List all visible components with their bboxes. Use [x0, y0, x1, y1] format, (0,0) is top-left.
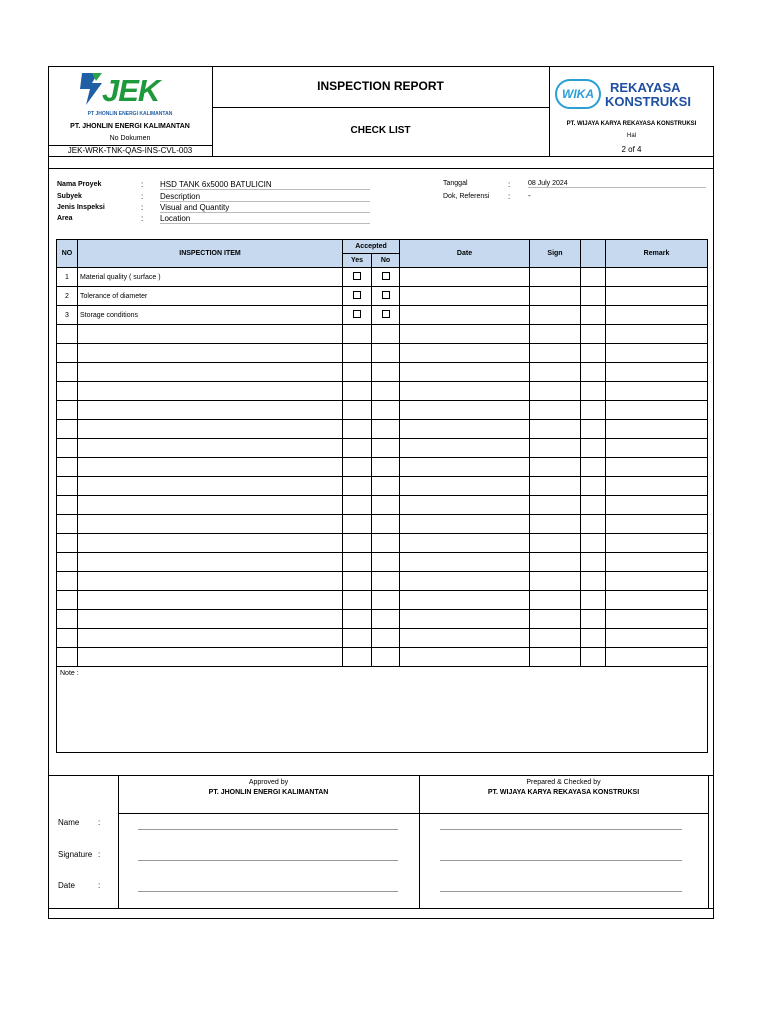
- title-divider: [212, 107, 549, 108]
- date-cell[interactable]: [400, 344, 530, 363]
- header-spacer-line: [48, 168, 714, 169]
- date-cell[interactable]: [400, 420, 530, 439]
- right-company-name: PT. WIJAYA KARYA REKAYASA KONSTRUKSI: [566, 121, 697, 127]
- blank-cell: [581, 458, 606, 477]
- yes-cell: [343, 268, 372, 287]
- table-row: [57, 382, 708, 401]
- date-label: Tanggal: [443, 180, 468, 187]
- row-item[interactable]: [78, 344, 343, 363]
- area-colon: :: [141, 214, 144, 223]
- no-checkbox[interactable]: [382, 291, 390, 299]
- blank-cell: [581, 610, 606, 629]
- date-cell[interactable]: [400, 439, 530, 458]
- blank-cell: [581, 534, 606, 553]
- col-header-no: NO: [57, 240, 78, 268]
- blank-cell: [581, 572, 606, 591]
- header-divider-right: [549, 66, 550, 156]
- sign-cell[interactable]: [530, 648, 581, 667]
- row-item: Material quality ( surface ): [78, 268, 343, 287]
- row-number: [57, 344, 78, 363]
- blank-cell: [581, 515, 606, 534]
- table-row: [57, 306, 708, 325]
- no-cell: [372, 477, 400, 496]
- yes-cell: [343, 591, 372, 610]
- subject-colon: :: [141, 192, 144, 201]
- yes-cell: [343, 629, 372, 648]
- date-cell[interactable]: [400, 591, 530, 610]
- yes-cell: [343, 382, 372, 401]
- jek-logo-subtitle: PT JHONLIN ENERGI KALIMANTAN: [87, 111, 173, 117]
- project-colon: :: [141, 180, 144, 189]
- sign-cell[interactable]: [530, 325, 581, 344]
- row-item[interactable]: [78, 534, 343, 553]
- table-row: [57, 572, 708, 591]
- no-cell: [372, 534, 400, 553]
- footer-top-line: [48, 775, 714, 776]
- sign-cell[interactable]: [530, 420, 581, 439]
- sign-cell[interactable]: [530, 268, 581, 287]
- row-number: [57, 572, 78, 591]
- col-header-accepted: Accepted: [343, 240, 400, 254]
- remark-cell[interactable]: [606, 382, 708, 401]
- table-row: [57, 325, 708, 344]
- no-cell: [372, 496, 400, 515]
- wika-logo-line1: REKAYASA: [610, 80, 681, 95]
- row-number: [57, 363, 78, 382]
- approver-date-line[interactable]: [138, 891, 398, 892]
- yes-cell: [343, 401, 372, 420]
- table-row: [57, 401, 708, 420]
- table-row: [57, 610, 708, 629]
- report-subtitle: CHECK LIST: [350, 125, 411, 136]
- col-header-item: INSPECTION ITEM: [78, 240, 343, 268]
- col-header-blank: [581, 240, 606, 268]
- date-colon: :: [508, 180, 511, 189]
- row-item[interactable]: [78, 458, 343, 477]
- left-company-name: PT. JHONLIN ENERGI KALIMANTAN: [70, 123, 190, 130]
- remark-cell[interactable]: [606, 610, 708, 629]
- date-cell[interactable]: [400, 477, 530, 496]
- row-number: [57, 610, 78, 629]
- date-footer-label: Date: [58, 881, 75, 890]
- row-item[interactable]: [78, 591, 343, 610]
- table-row: [57, 515, 708, 534]
- row-number: 3: [57, 306, 78, 325]
- table-row: [57, 268, 708, 287]
- date-cell[interactable]: [400, 268, 530, 287]
- yes-cell: [343, 325, 372, 344]
- no-checkbox[interactable]: [382, 272, 390, 280]
- date-footer-colon: :: [98, 881, 101, 890]
- no-cell: [372, 401, 400, 420]
- no-cell: [372, 572, 400, 591]
- sign-cell[interactable]: [530, 553, 581, 572]
- yes-cell: [343, 496, 372, 515]
- name-label: Name: [58, 818, 80, 827]
- yes-cell: [343, 420, 372, 439]
- row-item[interactable]: [78, 477, 343, 496]
- sign-cell[interactable]: [530, 629, 581, 648]
- remark-cell[interactable]: [606, 534, 708, 553]
- no-cell: [372, 515, 400, 534]
- yes-checkbox[interactable]: [353, 272, 361, 280]
- inspection-type-colon: :: [141, 203, 144, 212]
- row-item[interactable]: [78, 572, 343, 591]
- yes-cell: [343, 344, 372, 363]
- sign-cell[interactable]: [530, 439, 581, 458]
- blank-cell: [581, 629, 606, 648]
- row-number: [57, 553, 78, 572]
- table-row: [57, 648, 708, 667]
- row-number: 2: [57, 287, 78, 306]
- remark-cell[interactable]: [606, 553, 708, 572]
- remark-cell[interactable]: [606, 420, 708, 439]
- sign-cell[interactable]: [530, 363, 581, 382]
- footer-header-line: [118, 813, 708, 814]
- remark-cell[interactable]: [606, 458, 708, 477]
- col-header-remark: Remark: [606, 240, 708, 268]
- no-cell: [372, 458, 400, 477]
- row-number: [57, 458, 78, 477]
- date-cell[interactable]: [400, 401, 530, 420]
- date-cell[interactable]: [400, 363, 530, 382]
- blank-cell: [581, 287, 606, 306]
- date-cell[interactable]: [400, 458, 530, 477]
- table-row: [57, 553, 708, 572]
- yes-cell: [343, 553, 372, 572]
- no-cell: [372, 306, 400, 325]
- yes-checkbox[interactable]: [353, 291, 361, 299]
- sign-cell[interactable]: [530, 306, 581, 325]
- prepared-by-company: PT. WIJAYA KARYA REKAYASA KONSTRUKSI: [487, 789, 640, 796]
- wika-logo-badge: [555, 79, 601, 109]
- name-colon: :: [98, 818, 101, 827]
- date-cell[interactable]: [400, 325, 530, 344]
- yes-cell: [343, 648, 372, 667]
- row-item[interactable]: [78, 610, 343, 629]
- row-number: [57, 515, 78, 534]
- col-header-yes: Yes: [343, 254, 372, 268]
- page-value: 2 of 4: [621, 145, 642, 154]
- area-label: Area: [57, 215, 73, 222]
- header-bottom-line: [48, 156, 714, 157]
- project-label: Nama Proyek: [57, 181, 102, 188]
- no-cell: [372, 382, 400, 401]
- col-header-no-accept: No: [372, 254, 400, 268]
- no-cell: [372, 287, 400, 306]
- row-item[interactable]: [78, 382, 343, 401]
- project-value: HSD TANK 6x5000 BATULICIN: [160, 180, 370, 190]
- no-cell: [372, 268, 400, 287]
- remark-cell[interactable]: [606, 572, 708, 591]
- subject-value: Description: [160, 192, 370, 202]
- blank-cell: [581, 382, 606, 401]
- prepared-by-label: Prepared & Checked by: [526, 779, 601, 786]
- preparer-signature-line[interactable]: [440, 860, 682, 861]
- remark-cell[interactable]: [606, 363, 708, 382]
- row-item[interactable]: [78, 515, 343, 534]
- remark-cell[interactable]: [606, 306, 708, 325]
- date-cell[interactable]: [400, 515, 530, 534]
- remark-cell[interactable]: [606, 439, 708, 458]
- table-row: [57, 287, 708, 306]
- row-item[interactable]: [78, 401, 343, 420]
- no-cell: [372, 439, 400, 458]
- row-number: [57, 325, 78, 344]
- remark-cell[interactable]: [606, 629, 708, 648]
- doc-no-value: JEK-WRK-TNK-QAS-INS-CVL-003: [67, 146, 193, 155]
- sign-cell[interactable]: [530, 401, 581, 420]
- reference-value: -: [528, 191, 531, 200]
- remark-cell[interactable]: [606, 401, 708, 420]
- row-number: [57, 382, 78, 401]
- approver-signature-line[interactable]: [138, 860, 398, 861]
- row-item[interactable]: [78, 325, 343, 344]
- row-item[interactable]: [78, 439, 343, 458]
- no-cell: [372, 420, 400, 439]
- note-label: Note :: [60, 670, 79, 677]
- no-cell: [372, 344, 400, 363]
- table-row: [57, 420, 708, 439]
- approved-by-label: Approved by: [248, 779, 289, 786]
- yes-cell: [343, 477, 372, 496]
- no-cell: [372, 325, 400, 344]
- remark-cell[interactable]: [606, 287, 708, 306]
- approved-by-company: PT. JHONLIN ENERGI KALIMANTAN: [208, 789, 329, 796]
- wika-logo-line2: KONSTRUKSI: [605, 94, 691, 109]
- preparer-date-line[interactable]: [440, 891, 682, 892]
- inspection-type-label: Jenis Inspeksi: [57, 204, 105, 211]
- yes-cell: [343, 458, 372, 477]
- row-item: Tolerance of diameter: [78, 287, 343, 306]
- table-row: [57, 439, 708, 458]
- date-cell[interactable]: [400, 629, 530, 648]
- sign-cell[interactable]: [530, 572, 581, 591]
- row-item[interactable]: [78, 629, 343, 648]
- blank-cell: [581, 477, 606, 496]
- remark-cell[interactable]: [606, 477, 708, 496]
- table-row: [57, 629, 708, 648]
- row-item[interactable]: [78, 648, 343, 667]
- table-row: [57, 344, 708, 363]
- row-number: [57, 534, 78, 553]
- footer-bottom-line: [48, 908, 714, 909]
- row-number: [57, 477, 78, 496]
- no-cell: [372, 553, 400, 572]
- table-row: [57, 477, 708, 496]
- area-value: Location: [160, 214, 370, 224]
- sign-cell[interactable]: [530, 458, 581, 477]
- sign-cell[interactable]: [530, 287, 581, 306]
- subject-label: Subyek: [57, 193, 82, 200]
- remark-cell[interactable]: [606, 648, 708, 667]
- yes-cell: [343, 306, 372, 325]
- row-number: 1: [57, 268, 78, 287]
- yes-cell: [343, 534, 372, 553]
- wika-logo-text: WIKA: [562, 87, 594, 101]
- row-number: [57, 439, 78, 458]
- remark-cell[interactable]: [606, 515, 708, 534]
- remark-cell[interactable]: [606, 496, 708, 515]
- report-title: INSPECTION REPORT: [317, 79, 444, 93]
- table-row: [57, 363, 708, 382]
- remark-cell[interactable]: [606, 591, 708, 610]
- preparer-name-line[interactable]: [440, 829, 682, 830]
- date-value: 08 July 2024: [528, 180, 706, 188]
- date-cell[interactable]: [400, 553, 530, 572]
- inspection-table: [56, 239, 708, 753]
- yes-cell: [343, 363, 372, 382]
- table-row: [57, 591, 708, 610]
- blank-cell: [581, 439, 606, 458]
- doc-no-label: No Dokumen: [109, 135, 151, 142]
- jek-logo: [78, 71, 188, 111]
- inspection-type-value: Visual and Quantity: [160, 203, 370, 213]
- date-cell[interactable]: [400, 534, 530, 553]
- footer-divider-right: [708, 775, 709, 908]
- no-cell: [372, 610, 400, 629]
- table-row: [57, 496, 708, 515]
- row-number: [57, 420, 78, 439]
- sign-cell[interactable]: [530, 610, 581, 629]
- blank-cell: [581, 496, 606, 515]
- page-label: Hal: [626, 133, 636, 139]
- sign-cell[interactable]: [530, 496, 581, 515]
- blank-cell: [581, 344, 606, 363]
- yes-cell: [343, 515, 372, 534]
- no-cell: [372, 648, 400, 667]
- date-cell[interactable]: [400, 496, 530, 515]
- no-cell: [372, 629, 400, 648]
- row-number: [57, 629, 78, 648]
- blank-cell: [581, 591, 606, 610]
- yes-cell: [343, 610, 372, 629]
- jek-logo-text: JEK: [102, 73, 160, 108]
- no-checkbox[interactable]: [382, 310, 390, 318]
- date-cell[interactable]: [400, 648, 530, 667]
- reference-label: Dok, Referensi: [443, 193, 490, 200]
- remark-cell[interactable]: [606, 268, 708, 287]
- date-cell[interactable]: [400, 610, 530, 629]
- blank-cell: [581, 363, 606, 382]
- row-number: [57, 648, 78, 667]
- yes-cell: [343, 287, 372, 306]
- yes-checkbox[interactable]: [353, 310, 361, 318]
- row-number: [57, 401, 78, 420]
- note-area[interactable]: [57, 667, 708, 753]
- yes-cell: [343, 439, 372, 458]
- sign-cell[interactable]: [530, 382, 581, 401]
- col-header-sign: Sign: [530, 240, 581, 268]
- row-item[interactable]: [78, 553, 343, 572]
- table-row: [57, 458, 708, 477]
- row-item[interactable]: [78, 496, 343, 515]
- signature-label: Signature: [58, 850, 93, 859]
- date-cell[interactable]: [400, 287, 530, 306]
- yes-cell: [343, 572, 372, 591]
- no-cell: [372, 363, 400, 382]
- sign-cell[interactable]: [530, 344, 581, 363]
- approver-name-line[interactable]: [138, 829, 398, 830]
- row-number: [57, 591, 78, 610]
- remark-cell[interactable]: [606, 344, 708, 363]
- row-number: [57, 496, 78, 515]
- blank-cell: [581, 268, 606, 287]
- sign-cell[interactable]: [530, 477, 581, 496]
- blank-cell: [581, 553, 606, 572]
- blank-cell: [581, 401, 606, 420]
- blank-cell: [581, 325, 606, 344]
- blank-cell: [581, 648, 606, 667]
- sign-cell[interactable]: [530, 591, 581, 610]
- sign-cell[interactable]: [530, 534, 581, 553]
- reference-colon: :: [508, 192, 511, 201]
- date-cell[interactable]: [400, 306, 530, 325]
- blank-cell: [581, 420, 606, 439]
- date-cell[interactable]: [400, 382, 530, 401]
- row-item: Storage conditions: [78, 306, 343, 325]
- no-cell: [372, 591, 400, 610]
- row-item[interactable]: [78, 363, 343, 382]
- sign-cell[interactable]: [530, 515, 581, 534]
- col-header-date: Date: [400, 240, 530, 268]
- remark-cell[interactable]: [606, 325, 708, 344]
- row-item[interactable]: [78, 420, 343, 439]
- date-cell[interactable]: [400, 572, 530, 591]
- table-row: [57, 534, 708, 553]
- signature-colon: :: [98, 850, 101, 859]
- blank-cell: [581, 306, 606, 325]
